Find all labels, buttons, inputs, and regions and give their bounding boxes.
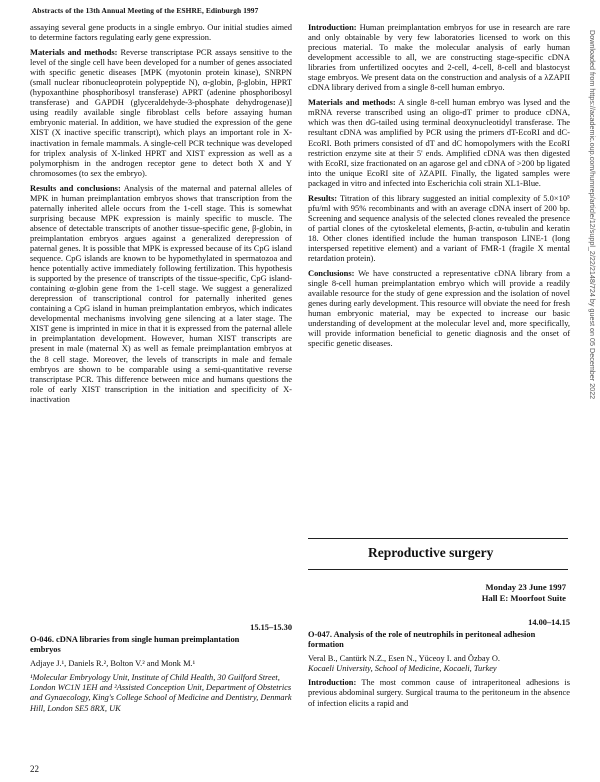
page-number: 22 xyxy=(30,764,39,774)
o046-header xyxy=(30,623,292,714)
o047-title: O-047. Analysis of the role of neutrophils in peritoneal adhesion formation xyxy=(308,630,536,650)
o046-intro-label: Introduction: xyxy=(308,22,357,32)
o046-intro xyxy=(308,22,570,92)
o046-title: O-046. cDNA libraries from single human preimplantation embryos xyxy=(30,635,240,655)
o046-intro-text: Human preimplantation embryos for use in research are rare and only obtainable by very few laboratories licensed to work on this precious material. To make the molecular analysis of early human development accessible to all, we are constructing stage-specific cDNA libraries from unfertilized oocytes and 2-cell, 4-cell, 8-cell and blastocyst stage embryos. We present data on the construction and analysis of a λZAPII cDNA library derived from a single 8-cell human embryo. xyxy=(308,22,571,93)
o046-methods xyxy=(308,97,570,187)
session-date: Monday 23 June 1997 xyxy=(485,582,566,592)
o047-authors: Veral B., Cantürk N.Z., Esen N., Yüceoy I. and Özbay O. xyxy=(308,654,501,664)
o047-affiliation: Kocaeli University, School of Medicine, Kocaeli, Turkey xyxy=(308,664,497,674)
o046-results-text: Titration of this library suggested an initial complexity of 5.0×10⁵ pfu/ml with 95% recombinants and with an average cDNA insert of 200 bp. Screening and sequence analysis of the selected clones revealed the presence of partial clones of the cytoskeletal elements, β-actin, α-tubulin and keratin 18. Other clones identified include the human transposon LINE-1 (long interspersed repetitive element) and a variant of FMR-1 (fragile X mental retardation protein). xyxy=(308,192,570,264)
o047-header xyxy=(308,618,570,709)
o045-results-text: Analysis of the maternal and paternal alleles of MPK in human preimplantation embryos shows that transcription from the paternally inherited allele occurs from the 1-cell stage. This is somewhat surprising because MPK expression is mainly specific to muscle. The absence of detectable transcripts of another tissue-specific gene, β-globin, in preimplantation embryos argues against a generalized derepression of paternal genes. It is possible that MPK is expressed because of its CpG island sequence. CpG islands are known to be hypomethylated in spermatozoa and hence potentially active immediately following fertilization. This hypothesis is supported by the presence of transcripts of the tissue-specific, CpG island-containing α-globin gene from the 1-cell stage. We suggest a generalized derepression of transcriptional control for paternally inherited genes containing a CpG island in human preimplantation embryos, which indicates developmental mechanisms involving gene silencing at a later stage. The XIST gene is imprinted in mice in that it is expressed from the paternal allele in preimplantation development. However, human XIST transcripts are present in male (maternal X) as well as female preimplantation embryos at the 8 cell stage. Moreover, the levels of transcripts in male and female embryos are shown to be comparable using a semi-quantitative reverse transcriptase PCR. This difference between mice and humans questions the role of early XIST transcription in the initiation and specificity of X-inactivation xyxy=(30,182,292,404)
o046-authors: Adjaye J.¹, Daniels R.², Bolton V.² and Monk M.¹ xyxy=(30,659,196,669)
o046-results xyxy=(308,193,570,263)
o046-methods-text: A single 8-cell human embryo was lysed and the mRNA reverse transcribed using an oligo-dT primer to produce cDNA, which was then dG-tailed using terminal deoxynucleotidyl transferase. The resultant cDNA was amplified by PCR using the primers dT-EcoRI and dC-EcoRI. Both primers consisted of dT and dC homopolymers with the EcoRI restriction enzyme site at their 5' ends. Amplified cDNA was then digested with EcoRI, size fractionated on an agarose gel and cDNA of >200 bp ligated into the unique EcoRI site of λZAPII. Finally, the ligated samples were packaged in vitro and infected into Escherichia coli strain XL1-Blue. xyxy=(308,97,570,188)
session-info xyxy=(482,582,566,603)
o045-intro-tail: assaying several gene products in a single embryo. Our initial studies aimed to determine factors regulating early gene expression. xyxy=(30,22,292,43)
o045-methods xyxy=(30,47,292,178)
o046-conclusions-label: Conclusions: xyxy=(308,268,355,279)
download-notice-text: Downloaded from https://academic.oup.com/humrep/article/12/suppl_2/22/2148/724 by guest on 05 December 2022 xyxy=(588,30,597,400)
o046-conclusions-text: We have constructed a representative cDNA library from a single 8-cell human preimplantation embryo which will provide a readily available resource for the study of gene expression and the isolation of novel genes during early development. This resource will obviate the need for fresh human embryonic material, may be expected to increase our basic understanding of development at the molecular level and, more specifically, will provide information beneficial to genetic diagnosis and the onset of specific genetic diseases. xyxy=(308,268,570,349)
right-column xyxy=(308,22,570,353)
section-banner xyxy=(308,538,568,570)
o045-results xyxy=(30,183,292,404)
o047-intro-label: Introduction: xyxy=(308,678,357,688)
left-column xyxy=(30,22,292,409)
section-title: Reproductive surgery xyxy=(368,545,494,560)
o047-intro xyxy=(308,678,570,708)
running-header: Abstracts of the 13th Annual Meeting of the ESHRE, Edinburgh 1997 xyxy=(32,6,259,15)
download-notice xyxy=(586,30,600,710)
o046-results-label: Results: xyxy=(308,192,338,203)
o047-time: 14.00–14.15 xyxy=(528,618,570,627)
o047-intro-text: The most common cause of intraperitoneal adhesions is previous abdominal surgery. Surgical trauma to the peritoneum in the absence of infection elicits a rapid and xyxy=(308,678,570,708)
o045-methods-label: Materials and methods: xyxy=(30,47,118,58)
o045-results-label: Results and conclusions: xyxy=(30,182,121,193)
o046-affiliation: ¹Molecular Embryology Unit, Institute of Child Health, 30 Guilford Street, London WC1N 1EH and ²Assisted Conception Unit, Department of Obstetrics and Gynaecology, King's College School of Medicine and Dentistry, Denmark Hill, London SE5 8RX, UK xyxy=(30,673,292,713)
o045-methods-text: Reverse transcriptase PCR assays sensitive to the level of the single cell have been developed for a number of genes associated with specific genetic diseases [MPK (myotonin protein kinase), SNRPN (small nuclear ribonucleoprotein polypeptide N), α-globin, β-globin, HPRT (hypoxanthine phosphoribosyl transferase) APRT (adenine phosphoribosyl transferase) and GAPDH (glyceraldehyde-3-phosphate dehydrogenase)] using readily available single fibroblast cells before assaying human embryonic material. In addition, we have studied the expression of the gene XIST (X inactive specific transcript), which plays an important role in X-inactivation in female mammals. A single-cell PCR technique was developed for triplex analysis of X-linked HPRT and XIST expression as well as a polymorphism in the androgen receptor gene to detect both X and Y chromosomes (to sex the embryo). xyxy=(30,47,292,178)
o046-time: 15.15–15.30 xyxy=(250,623,292,632)
o046-methods-label: Materials and methods: xyxy=(308,97,396,108)
o046-conclusions xyxy=(308,268,570,348)
session-hall: Hall E: Moorfoot Suite xyxy=(481,592,566,603)
